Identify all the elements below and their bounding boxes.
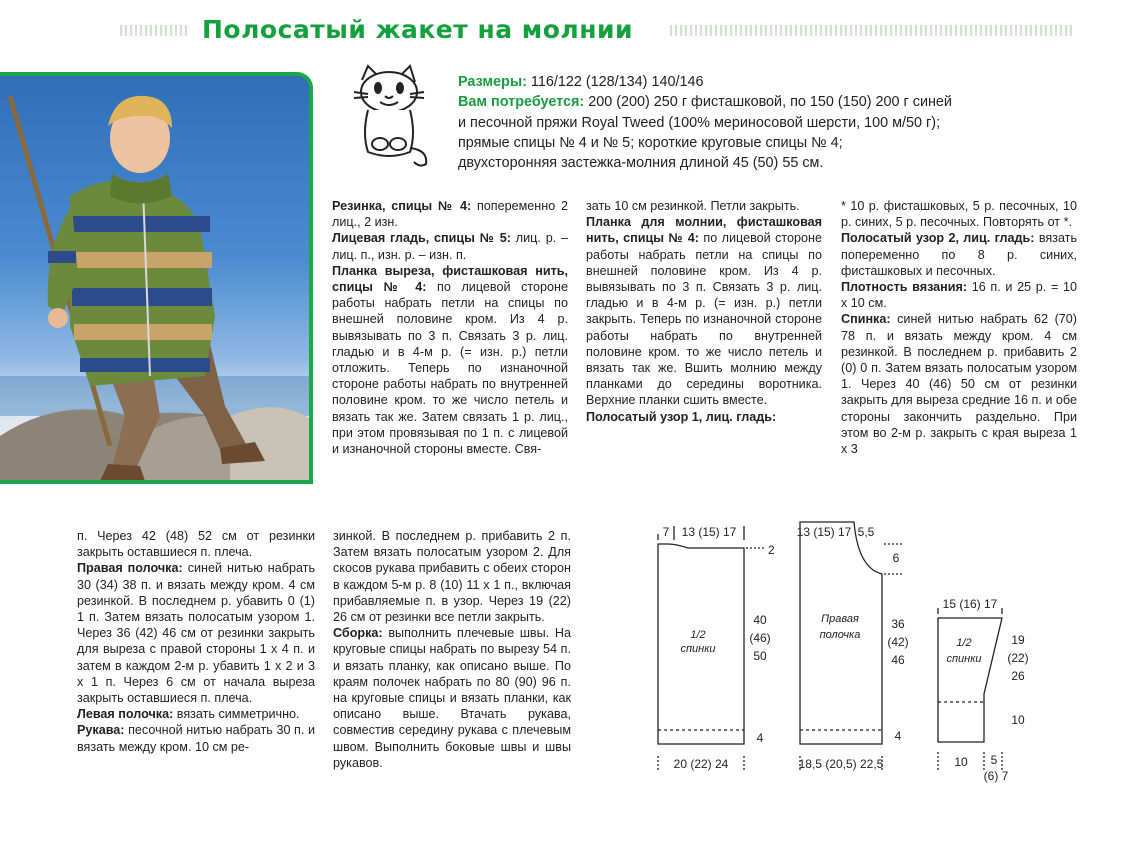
sizes-value: 116/122 (128/134) 140/146 bbox=[530, 74, 704, 90]
paragraph-right-front bbox=[77, 560, 315, 706]
heading-left-front: Левая полочка: bbox=[77, 707, 174, 722]
heading-zip-band: Планка для молнии, фисташковая нить, спицы № 4: bbox=[586, 215, 822, 246]
text-rib: попеременно 2 лиц., 2 изн. bbox=[332, 199, 568, 230]
paragraph-gauge bbox=[841, 279, 1077, 311]
text-column-3 bbox=[841, 198, 1077, 457]
paragraph-neck-band-cont: зать 10 см резинкой. Петли закрыть. bbox=[586, 199, 800, 213]
front-height-2: (42) bbox=[887, 635, 909, 649]
pattern-schematics bbox=[640, 516, 1040, 796]
back-height-1: 40 bbox=[753, 613, 767, 627]
needs-label: Вам потребуется: bbox=[458, 94, 585, 111]
heading-neck-band: Планка выреза, фисташковая нить, спицы № 4: bbox=[332, 263, 568, 295]
intro-block bbox=[458, 72, 1088, 173]
back-right-top: 2 bbox=[768, 543, 775, 557]
text-zip-band: по лицевой стороне работы набрать петли на спицы по внешней половине кром. Из 4 р. вывязывать по 3 п. Связать 3 р. лиц. гладью и в 4-м р. (= изн. р.) петли закрыть. Теперь по изнаночной стороне работы набрать по внутренней половине кром. то же число петель и вязать так же. Вшить молнию между планками до середины воротника. Верхние планки сшить вместе. bbox=[586, 231, 823, 408]
paragraph-back bbox=[841, 311, 1077, 457]
text-right-front: синей нитью набрать 30 (34) 38 п. и вязать между кром. 4 см резинкой. В последнем р. убавить 0 (1) 1 п. Затем вязать полосатым узором 1. Через 36 (42) 46 см от резинки закрыть для выреза с правой стороны 1 х 4 п. и затем в каждом 2-м р. убавить 1 х 2 и 3 х 1 п. Через 6 см от начала выреза закрыть оставшиеся п. плеча. bbox=[77, 561, 315, 706]
paragraph-zip-band bbox=[586, 214, 822, 408]
needs-line-3: прямые спицы № 4 и № 5; короткие круговые спицы № 4; bbox=[458, 134, 843, 151]
sizes-line bbox=[458, 72, 1088, 92]
text-sleeves: песочной нитью набрать 30 п. и вязать между кром. 10 см ре- bbox=[77, 723, 316, 754]
paragraph-sleeves bbox=[77, 722, 315, 754]
front-label-1: Правая bbox=[821, 613, 859, 625]
heading-stockinette: Лицевая гладь, спицы № 5: bbox=[332, 231, 511, 246]
back-top-left: 7 bbox=[662, 525, 670, 539]
back-height-2: (46) bbox=[749, 631, 771, 645]
back-bottom-right: 4 bbox=[756, 731, 764, 745]
heading-gauge: Плотность вязания: bbox=[841, 280, 968, 295]
front-label-2: полочка bbox=[819, 629, 861, 641]
cat-icon bbox=[348, 64, 430, 168]
heading-assembly: Сборка: bbox=[333, 626, 383, 641]
schematics-svg bbox=[640, 516, 1040, 796]
sleeve-cuff: 10 bbox=[1011, 713, 1025, 727]
heading-rib: Резинка, спицы № 4: bbox=[332, 199, 472, 213]
paragraph-neck-band bbox=[332, 263, 568, 457]
needs-line-4: двухсторонняя застежка-молния длиной 45 (50) 55 см. bbox=[458, 155, 824, 172]
back-top-right: 13 (15) 17 bbox=[681, 525, 737, 539]
heading-back: Спинка: bbox=[841, 312, 891, 327]
title-stripe-left bbox=[120, 25, 190, 36]
text-column-2 bbox=[586, 198, 822, 425]
front-bottom-right: 4 bbox=[894, 729, 902, 743]
heading-stripe-2: Полосатый узор 2, лиц. гладь: bbox=[841, 231, 1035, 246]
back-label-2: спинки bbox=[680, 643, 716, 655]
paragraph-left-front bbox=[77, 706, 315, 722]
front-right-top: 6 bbox=[892, 551, 900, 565]
heading-stripe-1: Полосатый узор 1, лиц. гладь: bbox=[586, 409, 777, 424]
paragraph-rib bbox=[332, 198, 568, 230]
photo-illustration bbox=[0, 76, 313, 484]
sleeve-width-extra-2: (6) 7 bbox=[983, 769, 1009, 783]
paragraph-sleeves-cont: зинкой. В последнем р. прибавить 2 п. Затем вязать полосатым узором 2. Для скосов рукава прибавить с обеих сторон в каждом 5-м р. 8 (10) 11 х 1 п., включая прибавляемые п. в узор. Через 19 (22) 26 см от резинки все петли закрыть. bbox=[333, 529, 571, 625]
sleeve-label-1: 1/2 bbox=[956, 637, 972, 649]
needs-line-1 bbox=[458, 92, 1088, 112]
front-height-1: 36 bbox=[891, 617, 905, 631]
back-label-1: 1/2 bbox=[690, 629, 706, 641]
text-stripe-2: вязать попеременно по 8 р. синих, фисташковых и песочных. bbox=[841, 231, 1078, 278]
text-column-1 bbox=[332, 198, 568, 457]
text-neck-band: по лицевой стороне работы набрать петли на спицы по внешней половине кром. Из 4 р. вывязывать по 3 п. Связать 3 р. лиц. гладью и в 4-м р. (= изн. р.) петли отложить. Теперь по изнаночной стороне работы набрать по внутренней половине кром. то же число петель и вязать так же. Затем связать 1 р. лиц., при этом провязывая по 1 п. с лицевой и изнаночной стороны вместе. Свя- bbox=[332, 280, 568, 457]
text-gauge: 16 п. и 25 р. = 10 х 10 см. bbox=[841, 280, 1077, 311]
paragraph-back-cont: п. Через 42 (48) 52 см от резинки закрыть оставшиеся п. плеча. bbox=[77, 529, 315, 560]
text-column-5 bbox=[333, 528, 571, 771]
back-height-3: 50 bbox=[753, 649, 767, 663]
text-column-4 bbox=[77, 528, 315, 755]
heading-right-front: Правая полочка: bbox=[77, 561, 183, 576]
sleeve-label-2: спинки bbox=[946, 653, 982, 665]
front-height-3: 46 bbox=[891, 653, 905, 667]
needs-line-2: и песочной пряжи Royal Tweed (100% мериносовой шерсти, 100 м/50 г); bbox=[458, 114, 941, 131]
paragraph-assembly bbox=[333, 625, 571, 771]
page-title: Полосатый жакет на молнии bbox=[202, 15, 634, 44]
paragraph-stripe-1-cont: * 10 р. фисташковых, 5 р. песочных, 10 р. синих, 5 р. песочных. Повторять от *. bbox=[841, 199, 1077, 230]
photo-boy-in-jacket bbox=[0, 72, 313, 484]
front-top-left: 13 (15) 17 bbox=[796, 525, 852, 539]
sleeve-height-1: 19 bbox=[1011, 633, 1025, 647]
title-bar bbox=[120, 15, 1075, 44]
sleeve-height-2: (22) bbox=[1007, 651, 1029, 665]
front-width: 18,5 (20,5) 22,5 bbox=[798, 757, 884, 771]
front-top-right: 5,5 bbox=[857, 525, 875, 539]
sleeve-width: 10 bbox=[954, 755, 968, 769]
paragraph-stockinette bbox=[332, 230, 568, 262]
heading-sleeves: Рукава: bbox=[77, 723, 125, 738]
cat-drawing bbox=[348, 64, 430, 168]
paragraph-stripe-2 bbox=[841, 230, 1077, 279]
sleeve-width-extra-1: 5 bbox=[990, 753, 998, 767]
sizes-label: Размеры: bbox=[458, 74, 527, 90]
text-left-front: вязать симметрично. bbox=[176, 707, 300, 722]
text-back: синей нитью набрать 62 (70) 78 п. и вязать между кром. 4 см резинкой. В последнем р. прибавить 2 (0) 0 п. Затем вязать полосатым узором 1. Через 40 (46) 50 см от резинки закрыть для выреза средние 16 п. и обе стороны закончить раздельно. При этом во 2-м р. закрыть с края выреза 1 х 3 bbox=[841, 312, 1077, 457]
text-assembly: выполнить плечевые швы. На круговые спицы набрать по вырезу 54 п. и вязать планку, как описано выше. По краям полочек набрать по 80 (90) 96 п. на круговые спицы и вязать планки, как описано выше. Втачать рукава, совместив середину рукава с плечевым швом. Выполнить боковые швы и швы рукавов. bbox=[333, 626, 571, 770]
needs-value-1: 200 (200) 250 г фисташковой, по 150 (150) 200 г синей bbox=[588, 94, 952, 111]
back-width: 20 (22) 24 bbox=[673, 757, 729, 771]
title-stripe-right bbox=[670, 25, 1075, 36]
sleeve-height-3: 26 bbox=[1011, 669, 1025, 683]
paragraph-stripe-1 bbox=[586, 409, 822, 425]
text-stockinette: лиц. р. – лиц. п., изн. р. – изн. п. bbox=[332, 231, 568, 262]
sleeve-top: 15 (16) 17 bbox=[942, 597, 998, 611]
